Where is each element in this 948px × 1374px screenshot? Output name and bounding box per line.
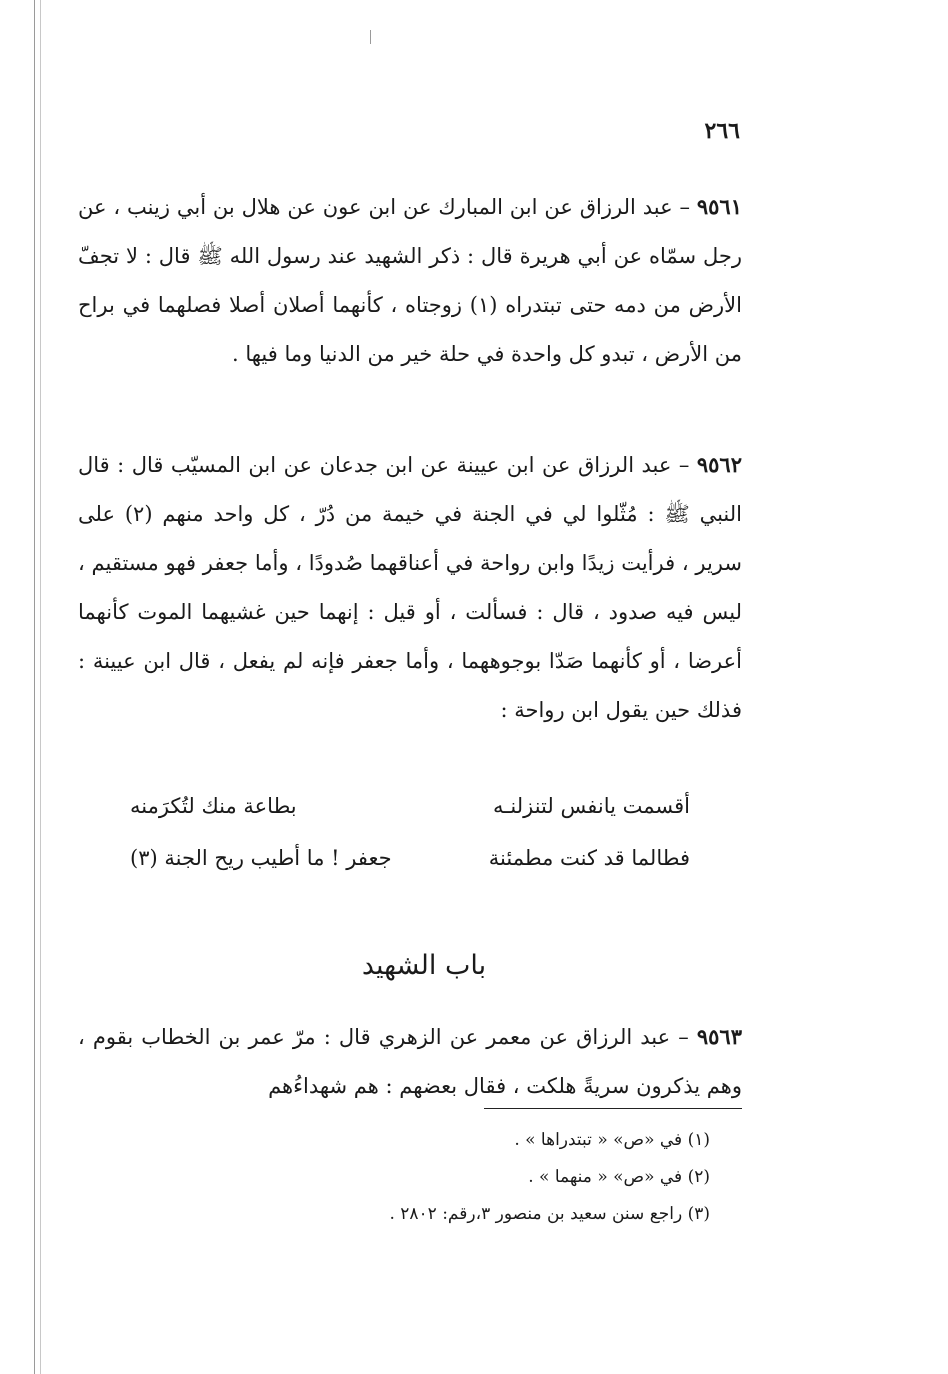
footnote: (٣) راجع سنن سعيد بن منصور ٣،رقم: ٢٨٠٢ . (389, 1204, 710, 1224)
footnote: (١) في «ص» « تبتدراها » . (514, 1130, 710, 1150)
hadith-text: – عبد الرزاق عن ابن عيينة عن ابن جدعان عن ابن المسيّب قال : قال النبي ﷺ : مُثّلوا لي في الجنة في خيمة من دُرّ ، كل واحد منهم (٢) على سرير ، فرأيت زيدًا وابن رواحة في أعناقهما صُدودًا ، وأما جعفر فهو مستقيم ، ليس فيه صدود ، قال : فسألت ، أو قيل : إنهما حين غشيهما الموت كأنهما أعرضا ، أو كأنهما صَدّا بوجوههما ، وأما جعفر فإنه لم يفعل ، قال ابن عيينة : فذلك حين يقول ابن رواحة : (78, 453, 742, 722)
hadith-9561 (78, 182, 742, 379)
poem-verse (130, 794, 690, 818)
hadith-9563 (78, 1012, 742, 1111)
scan-margin-line (40, 0, 41, 1374)
page-number: ٢٦٦ (704, 118, 740, 144)
section-title: باب الشهيد (361, 950, 487, 981)
hadith-text: – عبد الرزاق عن ابن المبارك عن ابن عون عن هلال بن أبي زينب ، عن رجل سمّاه عن أبي هريرة قال : ذكر الشهيد عند رسول الله ﷺ قال : لا تجفّ الأرض من دمه حتى تبتدراه (١) زوجتاه ، كأنهما أصلان أصلا فصلهما في براح من الأرض ، تبدو كل واحدة في حلة خير من الدنيا وما فيها . (78, 195, 742, 366)
poem-hemistich-first: فطالما قد كنت مطمئنة (488, 846, 690, 870)
hadith-number: ٩٥٦١ (696, 194, 742, 219)
scan-mark (370, 30, 371, 44)
poem-hemistich-second: بطاعة منك لتُكرَمنه (130, 794, 297, 818)
footnote: (٢) في «ص» « منهما » . (528, 1167, 710, 1187)
footnotes (300, 1122, 710, 1233)
hadith-number: ٩٥٦٣ (696, 1024, 742, 1049)
poem-verse (130, 846, 690, 870)
scan-margin-line (34, 0, 35, 1374)
footnote-divider (484, 1108, 742, 1109)
hadith-9562 (78, 440, 742, 735)
poem-hemistich-second: جعفر ! ما أطيب ريح الجنة (٣) (130, 846, 392, 870)
hadith-number: ٩٥٦٢ (696, 452, 742, 477)
poem-hemistich-first: أقسمت يانفس لتنزلنـه (492, 794, 690, 818)
hadith-text: – عبد الرزاق عن معمر عن الزهري قال : مرّ عمر بن الخطاب بقوم ، وهم يذكرون سريةً هلكت ، فقال بعضهم : هم شهداءُهم (78, 1025, 742, 1098)
